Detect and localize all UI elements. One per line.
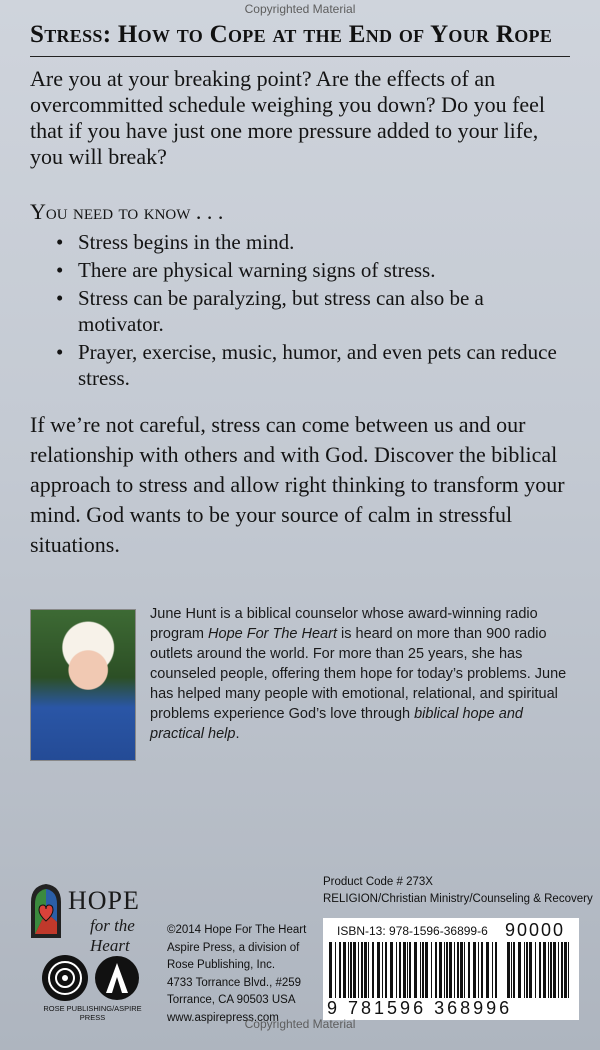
- copyright-line: Rose Publishing, Inc.: [167, 959, 276, 971]
- publisher-url: www.aspirepress.com: [167, 1011, 279, 1024]
- program-name: Hope For The Heart: [208, 626, 337, 642]
- stained-glass-heart-icon: [28, 882, 64, 940]
- logo-heart-text: for the Heart: [90, 916, 135, 955]
- barcode: [323, 918, 579, 1020]
- list-item: • There are physical warning signs of stress.: [50, 257, 570, 283]
- isbn-label: ISBN-13: 978-1596-36899-6: [337, 924, 488, 938]
- rose-icon: [40, 953, 90, 1003]
- title-divider: [30, 56, 570, 57]
- copyright-line: Aspire Press, a division of: [167, 941, 300, 954]
- bio-text-3: .: [235, 726, 240, 742]
- publisher-name: ROSE PUBLISHING/ASPIRE PRESS: [43, 1004, 142, 1022]
- copyright-block: [167, 922, 306, 1027]
- product-code: Product Code # 273X: [323, 876, 433, 888]
- bio-tagline: biblical hope and practical help: [150, 706, 523, 742]
- product-category: RELIGION/Christian Ministry/Counseling & Recovery: [323, 893, 593, 905]
- watermark-bottom: Copyrighted Material: [244, 1017, 356, 1031]
- watermark-top: Copyrighted Material: [244, 2, 356, 16]
- know-heading: You need to know . . .: [30, 199, 224, 224]
- product-info: [323, 874, 593, 908]
- page-title: Stress: How to Cope at the End of Your Rope: [30, 21, 553, 48]
- barcode-digits: 9 781596 368996: [327, 998, 513, 1018]
- list-item: • Stress begins in the mind.: [50, 229, 570, 255]
- copyright-line: Torrance, CA 90503 USA: [167, 994, 296, 1006]
- copyright-line: 4733 Torrance Blvd., #259: [167, 976, 302, 989]
- aspire-a-icon: [94, 953, 140, 1003]
- publisher-logo: [40, 953, 140, 1003]
- bio-text-2: is heard on more than 900 radio outlets around the world. For more than 25 years, she has counseled people, offering them hope for today’s problems. June has helped many people with emotional, relational, and spiritual problems experience God’s love through: [150, 626, 567, 722]
- copyright-line: ©2014 Hope For The Heart: [167, 924, 307, 936]
- barcode-addon: 90000: [505, 920, 566, 940]
- list-item: • Stress can be paralyzing, but stress can also be a motivator.: [50, 285, 570, 337]
- list-item: • Prayer, exercise, music, humor, and even pets can reduce stress.: [50, 339, 570, 391]
- barcode-bars: [329, 942, 573, 998]
- bio-text-1: June Hunt is a biblical counselor whose award-winning radio program: [150, 606, 538, 642]
- logo-hope-text: HOPE: [68, 886, 140, 915]
- author-photo: [30, 609, 136, 761]
- key-points-list: [50, 229, 570, 393]
- author-bio: [150, 604, 570, 744]
- hope-for-the-heart-logo: [28, 882, 168, 955]
- closing-paragraph: If we’re not careful, stress can come between us and our relationship with others and with God. Discover the biblical approach to stress and allow right thinking to transform your mind. God wants to be your source of calm in stressful situations.: [30, 412, 565, 557]
- intro-paragraph: Are you at your breaking point? Are the effects of an overcommitted schedule weighing you down? Do you feel that if you have just one more pressure added to your life, you will break?: [30, 66, 546, 169]
